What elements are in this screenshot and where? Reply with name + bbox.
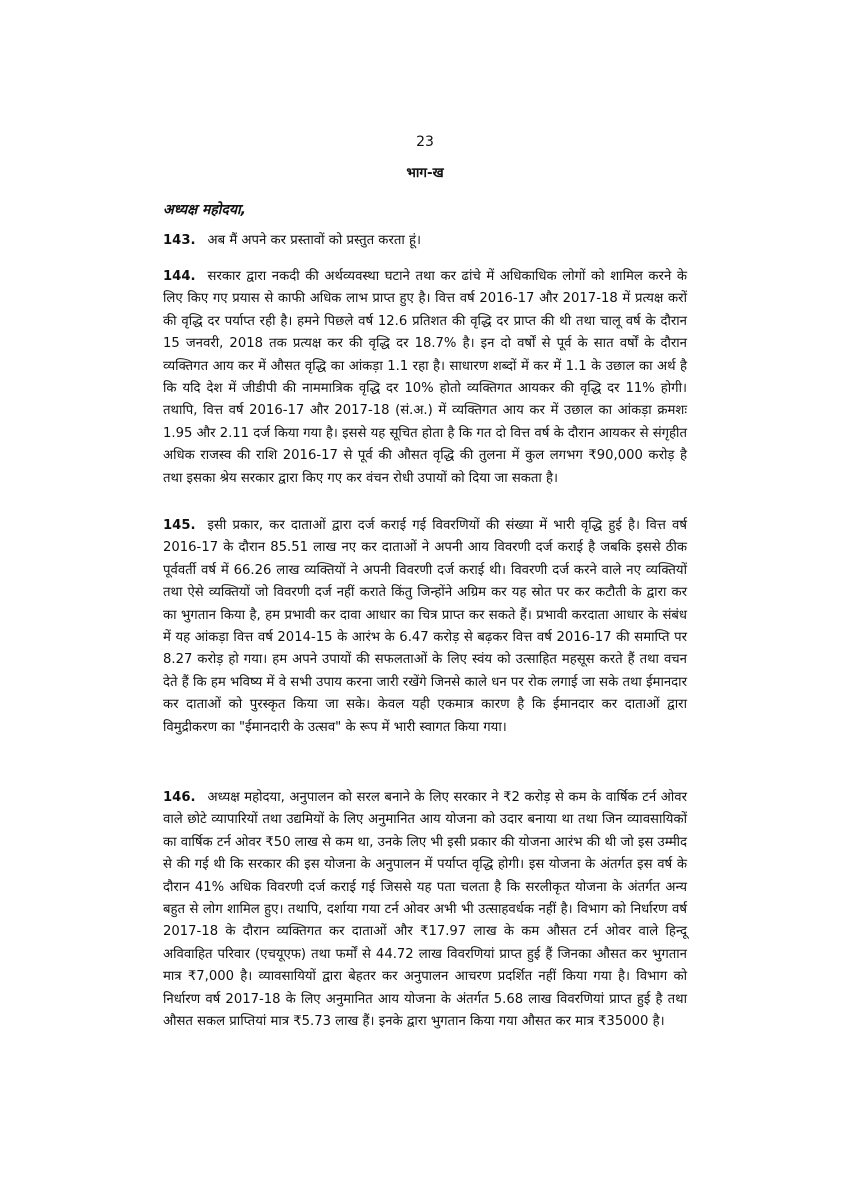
page-number: 23 — [416, 134, 434, 150]
paragraph-number: 146. — [163, 790, 196, 805]
paragraph-number: 145. — [163, 518, 196, 533]
paragraph-text: इसी प्रकार, कर दाताओं द्वारा दर्ज कराई गई विवरणियों की संख्या में भारी वृद्धि हुई है। वित्त वर्ष 2016-17 के दौरान 85.51 लाख नए कर दाताओं ने अपनी आय विवरणी दर्ज कराई है जबकि इससे ठीक पूर्ववर्ती वर्ष में 66.26 लाख व्यक्तियों ने अपनी विवरणी दर्ज कराई थी। विवरणी दर्ज करने वाले नए व्यक्तियों तथा ऐसे व्यक्तियों जो विवरणी दर्ज नहीं कराते किंतु जिन्होंने अग्रिम कर यह स्रोत पर कर कटौती के द्वारा कर का भुगतान किया है, हम प्रभावी कर दावा आधार का चित्र प्राप्त कर सकते हैं। प्रभावी करदाता आधार के संबंध में यह आंकड़ा वित्त वर्ष 2014-15 के आरंभ के 6.47 करोड़ से बढ़कर वित्त वर्ष 2016-17 की समाप्ति पर 8.27 करोड़ हो गया। हम अपने उपायों की सफलताओं के लिए स्वंय को उत्साहित महसूस करते हैं तथा वचन देते हैं कि हम भविष्य में वे सभी उपाय करना जारी रखेंगे जिनसे काले धन पर रोक लगाई जा सके तथा ईमानदार कर दाताओं को पुरस्कृत किया जा सके। केवल यही एकमात्र कारण है कि ईमानदार कर दाताओं द्वारा विमुद्रीकरण का "ईमानदारी के उत्सव" के रूप में भारी स्वागत किया गया। — [163, 518, 687, 735]
paragraph-145 — [163, 515, 687, 739]
paragraph-text: अध्यक्ष महोदया, अनुपालन को सरल बनाने के लिए सरकार ने ₹2 करोड़ से कम के वार्षिक टर्न ओवर वाले छोटे व्यापारियों तथा उद्यमियों के लिए अनुमानित आय योजना को उदार बनाया था तथा जिन व्यावसायिकों का वार्षिक टर्न ओवर ₹50 लाख से कम था, उनके लिए भी इसी प्रकार की योजना आरंभ की थी जो इस उम्मीद से की गई थी कि सरकार की इस योजना के अनुपालन में पर्याप्त वृद्धि होगी। इस योजना के अंतर्गत इस वर्ष के दौरान 41% अधिक विवरणी दर्ज कराई गई जिससे यह पता चलता है कि सरलीकृत योजना के अंतर्गत अन्य बहुत से लोग शामिल हुए। तथापि, दर्शाया गया टर्न ओवर अभी भी उत्साहवर्धक नहीं है। विभाग को निर्धारण वर्ष 2017-18 के दौरान व्यक्तिगत कर दाताओं और ₹17.97 लाख के कम औसत टर्न ओवर वाले हिन्दू अविवाहित परिवार (एचयूएफ) तथा फर्मों से 44.72 लाख विवरणियां प्राप्त हुई हैं जिनका औसत कर भुगतान मात्र ₹7,000 है। व्यावसायियों द्वारा बेहतर कर अनुपालन आचरण प्रदर्शित नहीं किया गया है। विभाग को निर्धारण वर्ष 2017-18 के लिए अनुमानित आय योजना के अंतर्गत 5.68 लाख विवरणियां प्राप्त हुई है तथा औसत सकल प्राप्तियां मात्र ₹5.73 लाख हैं। इनके द्वारा भुगतान किया गया औसत कर मात्र ₹35000 है। — [163, 790, 687, 1030]
paragraph-text: सरकार द्वारा नकदी की अर्थव्यवस्था घटाने तथा कर ढांचे में अधिकाधिक लोगों को शामिल करने के लिए किए गए प्रयास से काफी अधिक लाभ प्राप्त हुए है। वित्त वर्ष 2016-17 और 2017-18 में प्रत्यक्ष करों की वृद्धि दर पर्याप्त रही है। हमने पिछले वर्ष 12.6 प्रतिशत की वृद्धि दर प्राप्त की थी तथा चालू वर्ष के दौरान 15 जनवरी, 2018 तक प्रत्यक्ष कर की वृद्धि दर 18.7% है। इन दो वर्षों से पूर्व के सात वर्षों के दौरान व्यक्तिगत आय कर में औसत वृद्धि का आंकड़ा 1.1 रहा है। साधारण शब्दों में कर में 1.1 के उछाल का अर्थ है कि यदि देश में जीडीपी की नाममात्रिक वृद्धि दर 10% होतो व्यक्तिगत आयकर की वृद्धि दर 11% होगी। तथापि, वित्त वर्ष 2016-17 और 2017-18 (सं.अ.) में व्यक्तिगत आय कर में उछाल का आंकड़ा क्रमशः 1.95 और 2.11 दर्ज किया गया है। इससे यह सूचित होता है कि गत दो वित्त वर्ष के दौरान आयकर से संगृहीत अधिक राजस्व की राशि 2016-17 से पूर्व की औसत वृद्धि की तुलना में कुल लगभग ₹90,000 करोड़ है तथा इसका श्रेय सरकार द्वारा किए गए कर वंचन रोधी उपायों को दिया जा सकता है। — [163, 269, 687, 486]
salutation: अध्यक्ष महोदया, — [163, 202, 246, 218]
paragraph-144 — [163, 266, 687, 490]
section-heading: भाग-ख — [406, 165, 444, 181]
paragraph-number: 144. — [163, 269, 196, 284]
paragraph-146 — [163, 787, 687, 1033]
paragraph-text: अब मैं अपने कर प्रस्तावों को प्रस्तुत करता हूं। — [207, 233, 421, 248]
paragraph-143 — [163, 230, 687, 252]
paragraph-number: 143. — [163, 233, 196, 248]
